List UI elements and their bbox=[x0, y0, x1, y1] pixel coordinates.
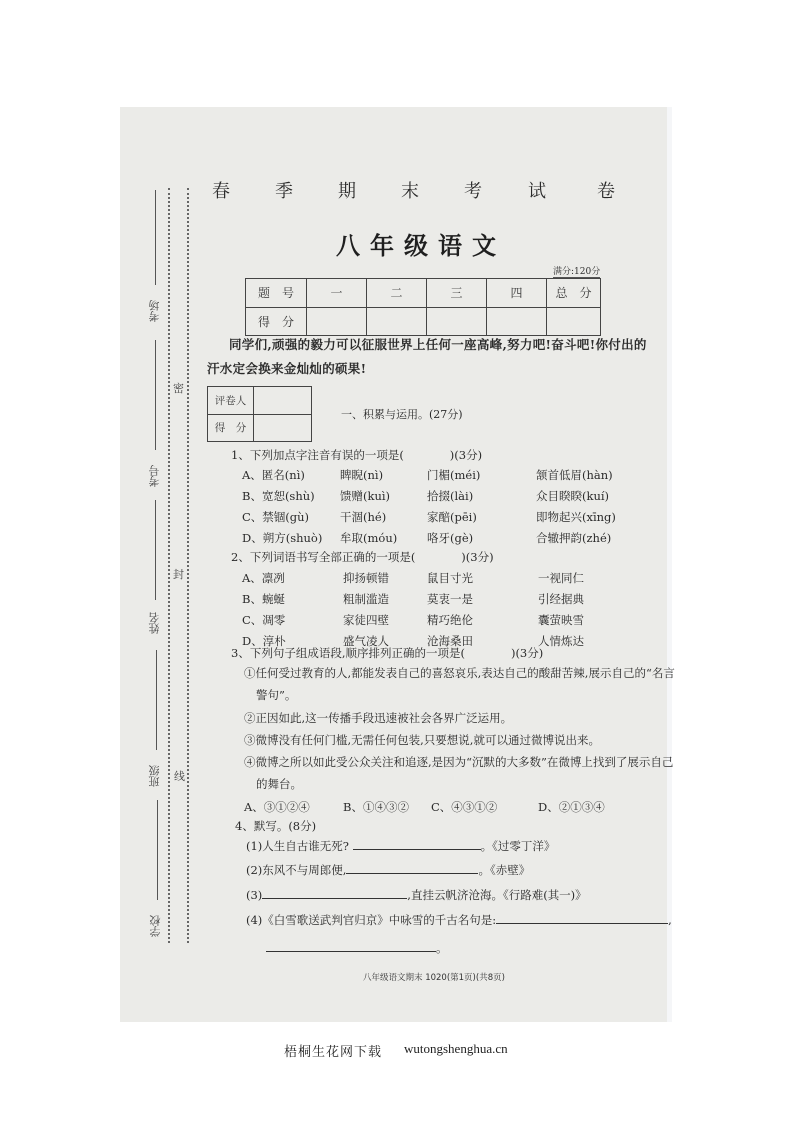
seal-char-feng: 封 bbox=[173, 568, 184, 581]
q2-option-c-1: C、凋零 bbox=[242, 613, 286, 627]
q3-option-c: C、④③①② bbox=[431, 800, 498, 814]
header-char: 春 bbox=[212, 181, 230, 202]
q1-option-c-1: C、禁锢(gù) bbox=[242, 510, 310, 524]
header-char: 卷 bbox=[597, 181, 615, 202]
reviewer-label: 评卷人 bbox=[208, 387, 254, 415]
header-char: 期 bbox=[338, 181, 356, 202]
q3-sentence-2: ②正因如此,这一传播手段迅速被社会各界广泛运用。 bbox=[244, 711, 513, 725]
field-line-banji[interactable] bbox=[156, 650, 157, 750]
reviewer-score-label: 得 分 bbox=[208, 414, 254, 442]
q2-option-a-2: 抑扬顿错 bbox=[343, 571, 389, 585]
score-row-label: 得 分 bbox=[246, 307, 307, 336]
q2-option-d-4: 人情炼达 bbox=[538, 634, 584, 648]
score-cell-4[interactable] bbox=[487, 307, 547, 336]
q3-option-a: A、③①②④ bbox=[244, 800, 310, 814]
q1-option-b-4: 众目睽睽(kuí) bbox=[536, 489, 610, 503]
q4-item-4-answer-blank-1[interactable] bbox=[496, 913, 668, 924]
field-line-xuexiao[interactable] bbox=[157, 800, 158, 900]
q3-sentence-3: ③微博没有任何门槛,无需任何包装,只要想说,就可以通过微博说出来。 bbox=[244, 733, 600, 747]
score-table bbox=[245, 278, 601, 336]
q2-option-b-1: B、蜿蜒 bbox=[242, 592, 285, 606]
q4-item-4-end: 。 bbox=[436, 941, 448, 955]
q2-option-a-1: A、凛冽 bbox=[242, 571, 285, 585]
q4-item-3 bbox=[246, 887, 587, 903]
encouragement-line-1: 同学们,顽强的毅力可以征服世界上任何一座高峰,努力吧!奋斗吧!你付出的 bbox=[229, 337, 647, 352]
header-cell-question-no: 题 号 bbox=[246, 279, 307, 308]
q4-item-1 bbox=[246, 838, 555, 854]
q1-option-a-1: A、匿名(nì) bbox=[242, 468, 305, 482]
q4-item-1-prefix: (1)人生自古谁无死? bbox=[246, 839, 349, 853]
watermark-site-url[interactable]: wutongshenghua.cn bbox=[404, 1041, 508, 1056]
reviewer-score-value[interactable] bbox=[254, 414, 312, 442]
q3-sentence-1a: ①任何受过教育的人,都能发表自己的喜怒哀乐,表达自己的酸甜苦辣,展示自己的“名言 bbox=[244, 666, 675, 680]
seal-char-xian: 线 bbox=[174, 770, 185, 783]
score-cell-total[interactable] bbox=[547, 307, 601, 336]
field-line-xingming[interactable] bbox=[155, 500, 156, 600]
q1-option-c-4: 即物起兴(xīng) bbox=[536, 510, 616, 524]
q2-option-d-3: 沧海桑田 bbox=[427, 634, 473, 648]
q4-stem: 4、默写。(8分) bbox=[235, 819, 317, 833]
q2-option-c-4: 囊萤映雪 bbox=[538, 613, 584, 627]
score-cell-2[interactable] bbox=[367, 307, 427, 336]
q2-option-d-2: 盛气凌人 bbox=[343, 634, 389, 648]
seal-char-mi: 密 bbox=[173, 382, 184, 395]
q2-option-c-2: 家徒四壁 bbox=[343, 613, 389, 627]
seal-dotted-line-left bbox=[168, 188, 170, 943]
q4-item-4 bbox=[246, 912, 672, 928]
q2-option-b-2: 粗制滥造 bbox=[343, 592, 389, 606]
header-char: 季 bbox=[275, 181, 293, 202]
q4-item-4-prefix: (4)《白雪歌送武判官归京》中咏雪的千古名句是: bbox=[246, 913, 497, 927]
field-label-xingming: 姓名 bbox=[148, 612, 161, 634]
header-char: 末 bbox=[401, 181, 419, 202]
q4-item-2 bbox=[246, 862, 530, 878]
q4-item-2-answer-blank[interactable] bbox=[346, 863, 478, 874]
q1-option-a-4: 颔首低眉(hàn) bbox=[536, 468, 613, 482]
q4-item-3-suffix: ,直挂云帆济沧海。《行路难(其一)》 bbox=[407, 888, 587, 902]
q4-item-3-answer-blank[interactable] bbox=[262, 888, 407, 899]
q2-option-a-4: 一视同仁 bbox=[538, 571, 584, 585]
q4-item-1-answer-blank[interactable] bbox=[353, 839, 481, 850]
watermark-site-name: 梧桐生花网下载 bbox=[284, 1045, 383, 1060]
header-char: 考 bbox=[464, 181, 482, 202]
q2-option-d-1: D、淳朴 bbox=[242, 634, 286, 648]
score-table-score-row bbox=[246, 307, 601, 336]
q4-item-4-answer-blank-2[interactable] bbox=[266, 941, 436, 952]
full-score: 满分:120分 bbox=[553, 264, 600, 278]
q2-option-a-3: 鼠目寸光 bbox=[427, 571, 473, 585]
q1-option-c-2: 干涸(hé) bbox=[340, 510, 387, 524]
field-label-xuexiao: 学校 bbox=[149, 915, 162, 937]
header-cell-total: 总 分 bbox=[547, 279, 601, 308]
q2-option-b-4: 引经据典 bbox=[538, 592, 584, 606]
header-cell-3: 三 bbox=[427, 279, 487, 308]
field-label-kaochang: 考场 bbox=[148, 300, 161, 322]
q1-option-b-1: B、宽恕(shù) bbox=[242, 489, 315, 503]
reviewer-value[interactable] bbox=[254, 387, 312, 415]
q1-option-b-2: 馈赠(kuì) bbox=[340, 489, 391, 503]
section-1-title: 一、积累与运用。(27分) bbox=[341, 408, 463, 421]
field-label-banji: 班级 bbox=[148, 765, 161, 787]
q1-option-d-1: D、朔方(shuò) bbox=[242, 531, 323, 545]
exam-title: 八年级语文 bbox=[336, 231, 506, 260]
q4-item-4-continued bbox=[266, 940, 448, 956]
page-footer: 八年级语文期末 1020(第1页)(共8页) bbox=[363, 973, 505, 983]
reviewer-box bbox=[207, 386, 312, 442]
q2-option-b-3: 莫衷一是 bbox=[427, 592, 473, 606]
q2-option-c-3: 精巧绝伦 bbox=[427, 613, 473, 627]
field-line-kaochang[interactable] bbox=[155, 190, 156, 285]
q3-stem: 3、下列句子组成语段,顺序排列正确的一项是( )(3分) bbox=[231, 646, 544, 660]
field-line-kaohao[interactable] bbox=[155, 340, 156, 450]
q4-item-2-prefix: (2)东风不与周郎便, bbox=[246, 863, 347, 877]
q1-option-a-3: 门楣(méi) bbox=[427, 468, 481, 482]
encouragement-line-2: 汗水定会换来金灿灿的硕果! bbox=[207, 361, 367, 376]
field-label-kaohao: 考号 bbox=[148, 465, 161, 487]
q4-item-4-suffix: , bbox=[668, 913, 672, 927]
q3-option-b: B、①④③② bbox=[343, 800, 409, 814]
q4-item-3-prefix: (3) bbox=[246, 888, 263, 902]
header-cell-4: 四 bbox=[487, 279, 547, 308]
score-table-header-row bbox=[246, 279, 601, 308]
q1-stem: 1、下列加点字注音有误的一项是( )(3分) bbox=[231, 448, 483, 462]
q4-item-2-suffix: 。《赤壁》 bbox=[478, 863, 531, 877]
q4-item-1-suffix: 。《过零丁洋》 bbox=[480, 839, 556, 853]
header-cell-2: 二 bbox=[367, 279, 427, 308]
q3-sentence-1b: 警句”。 bbox=[256, 688, 297, 702]
score-cell-3[interactable] bbox=[427, 307, 487, 336]
header-char: 试 bbox=[528, 181, 546, 202]
q1-option-d-2: 牟取(móu) bbox=[340, 531, 398, 545]
q1-option-b-3: 拾掇(lài) bbox=[427, 489, 474, 503]
q3-option-d: D、②①③④ bbox=[538, 800, 605, 814]
score-cell-1[interactable] bbox=[307, 307, 367, 336]
q1-option-c-3: 家醅(pēi) bbox=[427, 510, 477, 524]
q1-option-d-4: 合辙押韵(zhé) bbox=[536, 531, 612, 545]
exam-header bbox=[0, 177, 793, 202]
header-cell-1: 一 bbox=[307, 279, 367, 308]
seal-dotted-line-right bbox=[187, 188, 189, 943]
q3-sentence-4b: 的舞台。 bbox=[256, 777, 302, 791]
q3-sentence-4a: ④微博之所以如此受公众关注和追逐,是因为“沉默的大多数”在微博上找到了展示自己 bbox=[244, 755, 674, 769]
q1-option-d-3: 咯牙(gè) bbox=[427, 531, 474, 545]
q1-option-a-2: 睥睨(nì) bbox=[340, 468, 384, 482]
q2-stem: 2、下列词语书写全部正确的一项是( )(3分) bbox=[231, 550, 494, 564]
